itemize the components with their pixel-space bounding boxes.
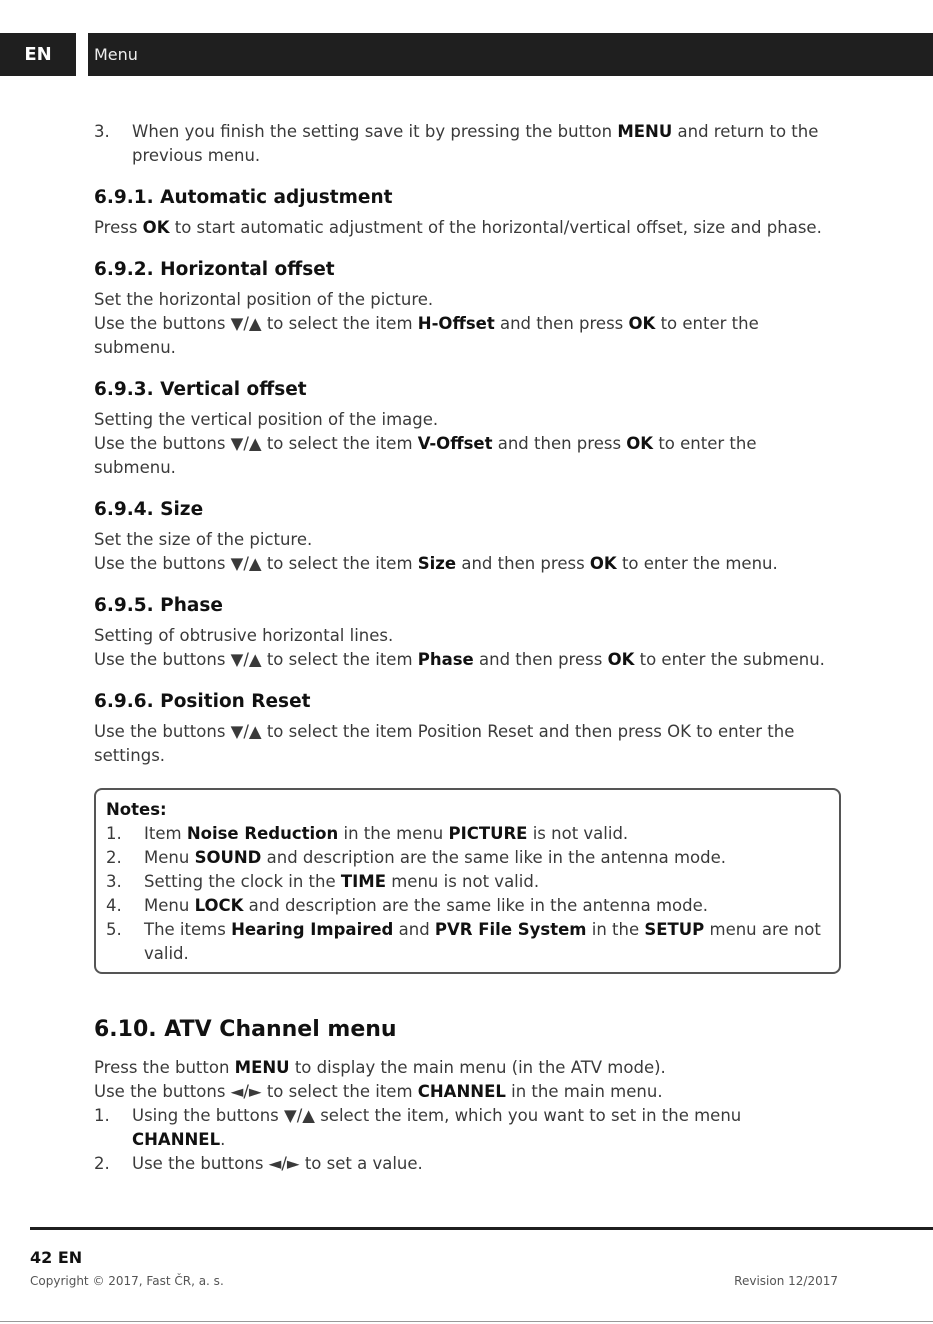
note-item <box>106 846 829 870</box>
language-tab: EN <box>0 33 76 76</box>
note-item <box>106 870 829 894</box>
text: and return to the previous menu. <box>132 122 819 165</box>
paragraph: Set the size of the picture. <box>94 530 313 549</box>
heading-6-9-5: 6.9.5. Phase <box>94 595 223 616</box>
heading-6-9-1: 6.9.1. Automatic adjustment <box>94 187 393 208</box>
text: When you finish the setting save it by pressing the button <box>132 122 618 141</box>
heading-6-9-6: 6.9.6. Position Reset <box>94 691 311 712</box>
note-number: 4. <box>106 896 122 915</box>
text: in the main menu. <box>505 1082 663 1101</box>
text: Press <box>94 218 143 237</box>
text: in the <box>586 920 645 939</box>
text: Press the button <box>94 1058 235 1077</box>
bold-term: Phase <box>417 650 474 669</box>
bottom-rule <box>0 1321 933 1322</box>
heading-6-9-2: 6.9.2. Horizontal offset <box>94 259 335 280</box>
bold-term: H-Offset <box>417 314 495 333</box>
note-text <box>144 918 829 966</box>
text: . <box>220 1130 226 1149</box>
paragraph <box>94 1056 839 1080</box>
note-number: 5. <box>106 920 122 939</box>
bold-term: Noise Reduction <box>186 824 339 843</box>
text: The items <box>144 920 232 939</box>
section-title: Menu <box>94 45 138 64</box>
text: menu are not valid. <box>144 920 821 963</box>
note-number: 1. <box>106 824 122 843</box>
text: Use the buttons ◄/► to select the item <box>94 1082 418 1101</box>
text: and then press <box>492 434 627 453</box>
bold-term: OK <box>626 434 654 453</box>
page-number: 42 EN <box>30 1248 83 1267</box>
paragraph <box>94 648 839 672</box>
revision: Revision 12/2017 <box>734 1274 838 1288</box>
note-item <box>106 918 829 966</box>
text: and then press <box>456 554 590 573</box>
text: to enter the submenu. <box>94 314 759 357</box>
section-title-bar <box>88 33 933 76</box>
heading-6-10: 6.10. ATV Channel menu <box>94 1017 397 1042</box>
note-item <box>106 894 829 918</box>
copyright: Copyright © 2017, Fast ČR, a. s. <box>30 1274 224 1288</box>
step-item <box>94 120 839 168</box>
bold-term: V-Offset <box>417 434 493 453</box>
note-item <box>106 822 829 846</box>
section-6-10 <box>94 1016 839 1176</box>
footer-divider <box>30 1227 933 1230</box>
text: Menu <box>144 896 195 915</box>
bold-term: TIME <box>340 872 386 891</box>
bold-term: LOCK <box>194 896 244 915</box>
bold-term: SOUND <box>194 848 262 867</box>
text: and <box>393 920 435 939</box>
bold-term: OK <box>142 218 170 237</box>
paragraph <box>94 552 839 576</box>
note-number: 2. <box>106 848 122 867</box>
bold-term: SETUP <box>644 920 705 939</box>
step-number: 3. <box>94 122 110 141</box>
text: and description are the same like in the antenna mode. <box>261 848 726 867</box>
notes-title: Notes: <box>106 800 167 819</box>
note-text <box>144 894 829 918</box>
text: to enter the menu. <box>616 554 778 573</box>
step-text <box>132 120 839 168</box>
paragraph: Use the buttons ▼/▲ to select the item Position Reset and then press OK to enter the settings. <box>94 722 795 765</box>
paragraph <box>94 312 839 360</box>
bold-term: MENU <box>234 1058 290 1077</box>
paragraph <box>94 432 839 480</box>
paragraph <box>94 1080 839 1104</box>
text: menu is not valid. <box>385 872 540 891</box>
text: and description are the same like in the antenna mode. <box>243 896 709 915</box>
step-item <box>94 1152 839 1176</box>
text: and then press <box>473 650 608 669</box>
bold-term: Hearing Impaired <box>231 920 394 939</box>
heading-6-9-3: 6.9.3. Vertical offset <box>94 379 307 400</box>
step-number: 2. <box>94 1154 110 1173</box>
text: and then press <box>494 314 629 333</box>
text: Using the buttons ▼/▲ select the item, which you want to set in the menu <box>132 1106 742 1125</box>
text: Menu <box>144 848 195 867</box>
step-number: 1. <box>94 1106 110 1125</box>
bold-term: Size <box>417 554 457 573</box>
notes-box <box>94 788 841 974</box>
text: Use the buttons ▼/▲ to select the item <box>94 434 418 453</box>
text: Use the buttons ▼/▲ to select the item <box>94 314 418 333</box>
bold-term: MENU <box>617 122 673 141</box>
paragraph <box>94 216 839 240</box>
text: Item <box>144 824 187 843</box>
step-text <box>132 1104 839 1152</box>
note-text <box>144 846 829 870</box>
text: is not valid. <box>527 824 629 843</box>
text: to display the main menu (in the ATV mode). <box>289 1058 666 1077</box>
text: Use the buttons ▼/▲ to select the item <box>94 650 418 669</box>
bold-term: OK <box>628 314 656 333</box>
bold-term: PICTURE <box>448 824 528 843</box>
step-item <box>94 1104 839 1152</box>
note-text <box>144 822 829 846</box>
bold-term: PVR File System <box>434 920 587 939</box>
page-content <box>94 120 839 1176</box>
text: Setting the clock in the <box>144 872 341 891</box>
text: to enter the submenu. <box>634 650 825 669</box>
paragraph: Setting the vertical position of the image. <box>94 410 439 429</box>
paragraph: Set the horizontal position of the picture. <box>94 290 434 309</box>
bold-term: CHANNEL <box>417 1082 506 1101</box>
text: Use the buttons ▼/▲ to select the item <box>94 554 418 573</box>
text: in the menu <box>338 824 449 843</box>
bold-term: CHANNEL <box>132 1130 221 1149</box>
note-text <box>144 870 829 894</box>
step-text: Use the buttons ◄/► to set a value. <box>132 1154 423 1173</box>
text: to start automatic adjustment of the horizontal/vertical offset, size and phase. <box>169 218 822 237</box>
paragraph: Setting of obtrusive horizontal lines. <box>94 626 394 645</box>
heading-6-9-4: 6.9.4. Size <box>94 499 204 520</box>
page-header <box>0 33 933 76</box>
bold-term: OK <box>607 650 635 669</box>
bold-term: OK <box>589 554 617 573</box>
text: to enter the submenu. <box>94 434 757 477</box>
note-number: 3. <box>106 872 122 891</box>
